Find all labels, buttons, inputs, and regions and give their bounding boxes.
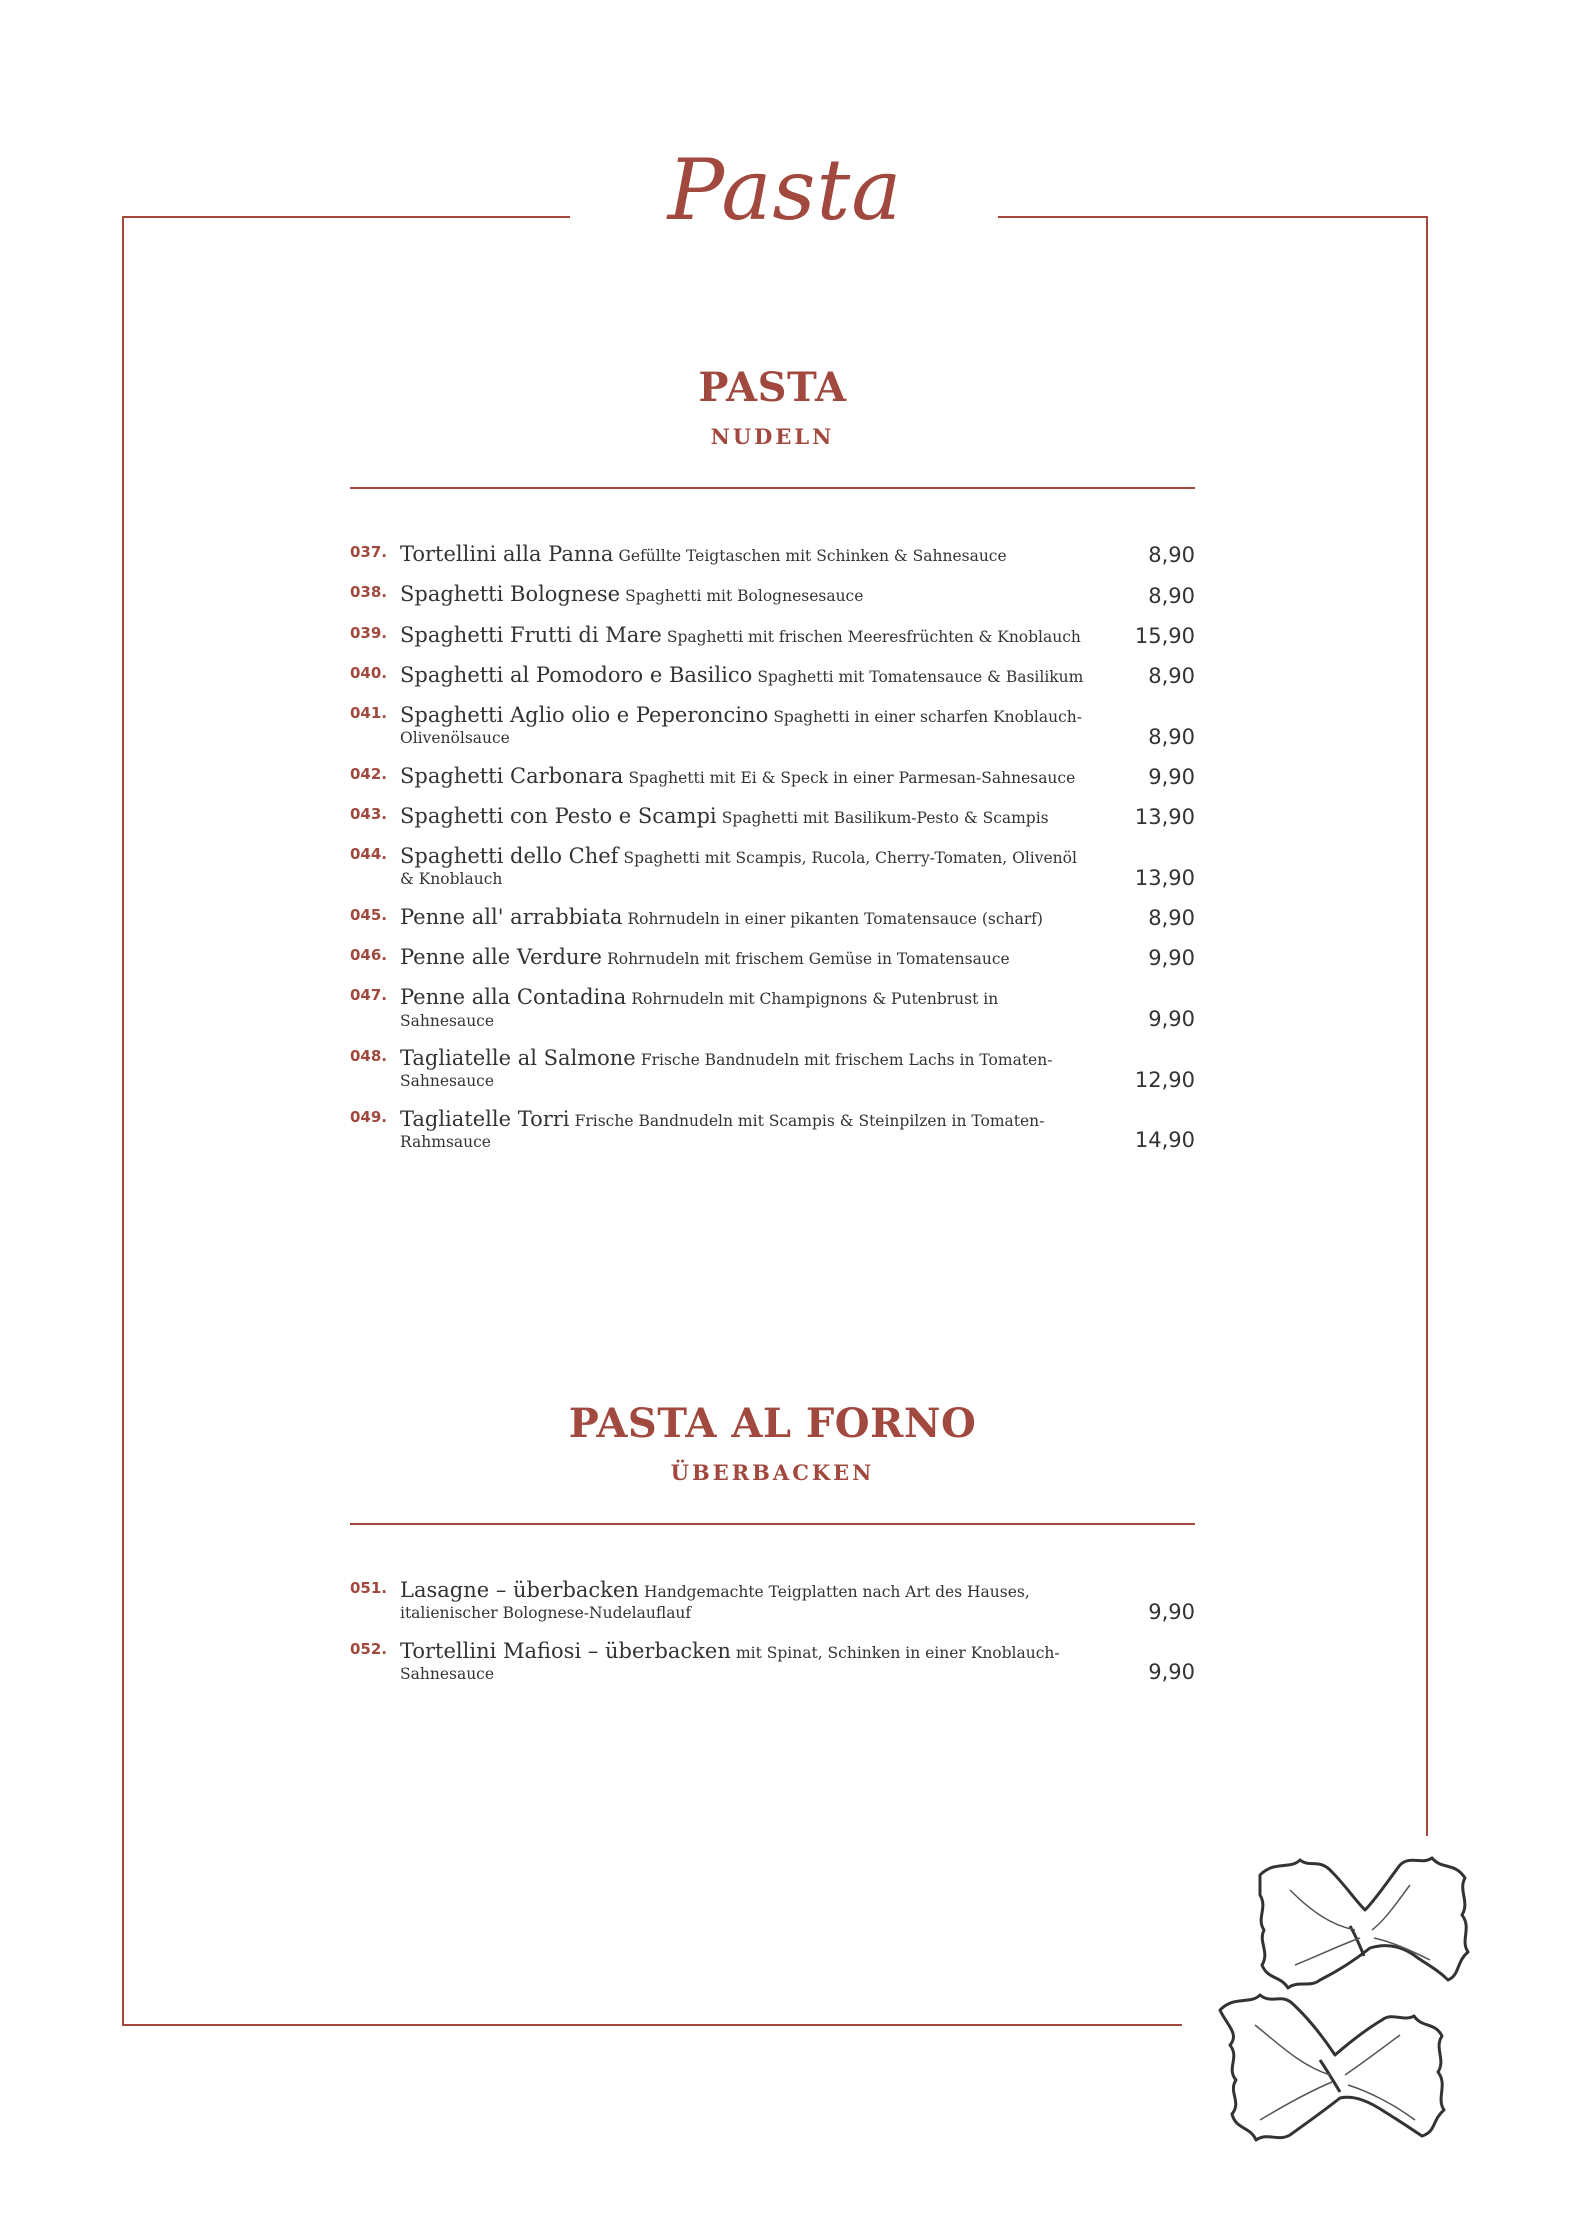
section-subtitle: ÜBERBACKEN: [670, 1460, 875, 1485]
item-price: 9,90: [1148, 1006, 1195, 1031]
item-number: 047.: [350, 986, 388, 1005]
item-name: Spaghetti Carbonara: [400, 763, 624, 788]
item-description: Spaghetti mit Basilikum-Pesto & Scampis: [721, 808, 1049, 827]
item-number: 044.: [350, 845, 388, 864]
item-description: Spaghetti mit Bolognesesauce: [625, 587, 864, 606]
item-name: Spaghetti dello Chef: [400, 844, 619, 869]
menu-item: [350, 662, 1195, 688]
menu-item: [350, 1045, 1195, 1092]
frame-left-line: [122, 216, 124, 2026]
item-name: Tortellini alla Panna: [400, 542, 614, 566]
item-price: 8,90: [1148, 906, 1195, 930]
item-price: 8,90: [1148, 664, 1195, 688]
menu-item: [350, 622, 1195, 648]
item-name: Spaghetti Frutti di Mare: [400, 622, 662, 647]
menu-item: [350, 541, 1195, 567]
item-description: Rohrnudeln in einer pikanten Tomatensauce (scharf): [627, 909, 1043, 928]
page-title: Pasta: [667, 141, 903, 239]
item-description: Spaghetti mit Tomatensauce & Basilikum: [757, 667, 1084, 686]
item-number: 038.: [350, 583, 388, 602]
item-number: 041.: [350, 704, 388, 722]
menu-list: [350, 1577, 1195, 1684]
menu-item: [350, 1577, 1195, 1624]
item-name: Penne all' arrabbiata: [400, 904, 623, 929]
menu-item: [350, 763, 1195, 789]
menu-item: [350, 904, 1195, 930]
item-price: 8,90: [1148, 583, 1195, 608]
item-number: 043.: [350, 804, 388, 823]
item-description: Spaghetti mit frischen Meeresfrüchten & Knoblauch: [666, 627, 1081, 646]
item-name: Spaghetti con Pesto e Scampi: [400, 803, 717, 828]
farfalle-pasta-illustration: [1160, 1830, 1520, 2170]
frame-right-line: [1426, 216, 1428, 1836]
section-subtitle: NUDELN: [710, 424, 835, 449]
item-number: 039.: [350, 623, 388, 642]
item-price: 15,90: [1134, 623, 1195, 648]
item-description: Frische Bandnudeln mit Scampis & Steinpilzen in Tomaten-Rahmsauce: [400, 1111, 1045, 1151]
menu-list: [350, 541, 1195, 1152]
section-pasta-al-forno: [350, 1402, 1195, 1698]
menu-item: [350, 702, 1195, 749]
item-description: mit Spinat, Schinken in einer Knoblauch-Sahnesauce: [400, 1643, 1060, 1683]
item-number: 037.: [350, 543, 388, 561]
item-name: Spaghetti Bolognese: [400, 582, 621, 607]
item-number: 051.: [350, 1579, 388, 1597]
menu-item: [350, 1638, 1195, 1685]
item-name: Penne alle Verdure: [400, 945, 602, 969]
item-number: 052.: [350, 1639, 388, 1658]
item-price: 12,90: [1134, 1067, 1195, 1092]
item-price: 13,90: [1134, 865, 1195, 890]
menu-item: [350, 1106, 1195, 1153]
item-name: Tagliatelle al Salmone: [400, 1045, 636, 1070]
item-price: 9,90: [1148, 946, 1195, 971]
menu-item: [350, 581, 1195, 607]
item-number: 048.: [350, 1046, 388, 1065]
item-price: 9,90: [1148, 1599, 1195, 1624]
item-number: 042.: [350, 764, 388, 783]
item-number: 045.: [350, 905, 388, 924]
section-pasta: [350, 366, 1195, 1166]
section-divider: [350, 1523, 1195, 1525]
item-description: Spaghetti mit Ei & Speck in einer Parmesan-Sahnesauce: [628, 768, 1076, 787]
item-price: 14,90: [1134, 1128, 1195, 1153]
menu-item: [350, 843, 1195, 890]
item-description: Frische Bandnudeln mit frischem Lachs in Tomaten-Sahnesauce: [400, 1050, 1053, 1091]
item-price: 9,90: [1148, 764, 1195, 789]
menu-item: [350, 803, 1195, 829]
item-description: Handgemachte Teigplatten nach Art des Hauses, italienischer Bolognese-Nudelauflauf: [400, 1583, 1030, 1623]
menu-item: [350, 984, 1195, 1031]
item-number: 046.: [350, 946, 388, 964]
item-description: Gefüllte Teigtaschen mit Schinken & Sahnesauce: [618, 547, 1007, 565]
item-number: 040.: [350, 663, 388, 682]
item-description: Rohrnudeln mit Champignons & Putenbrust in Sahnesauce: [400, 990, 999, 1030]
item-price: 8,90: [1148, 724, 1195, 749]
item-number: 049.: [350, 1107, 388, 1126]
item-name: Lasagne – überbacken: [400, 1578, 639, 1602]
item-description: Spaghetti mit Scampis, Rucola, Cherry-Tomaten, Olivenöl & Knoblauch: [400, 849, 1077, 889]
item-description: Rohrnudeln mit frischem Gemüse in Tomatensauce: [607, 950, 1010, 968]
item-name: Tagliatelle Torri: [400, 1106, 570, 1131]
item-name: Tortellini Mafiosi – überbacken: [400, 1638, 731, 1663]
item-name: Spaghetti al Pomodoro e Basilico: [400, 662, 753, 687]
item-price: 13,90: [1134, 805, 1195, 830]
item-name: Spaghetti Aglio olio e Peperoncino: [400, 703, 769, 727]
item-description: Spaghetti in einer scharfen Knoblauch-Olivenölsauce: [400, 708, 1082, 748]
section-title: PASTA: [698, 364, 847, 411]
menu-item: [350, 944, 1195, 970]
item-price: 9,90: [1148, 1660, 1195, 1685]
item-name: Penne alla Contadina: [400, 985, 627, 1010]
section-divider: [350, 487, 1195, 489]
section-title: PASTA AL FORNO: [568, 1400, 977, 1447]
item-price: 8,90: [1148, 543, 1195, 568]
frame-bottom-line: [122, 2024, 1182, 2026]
